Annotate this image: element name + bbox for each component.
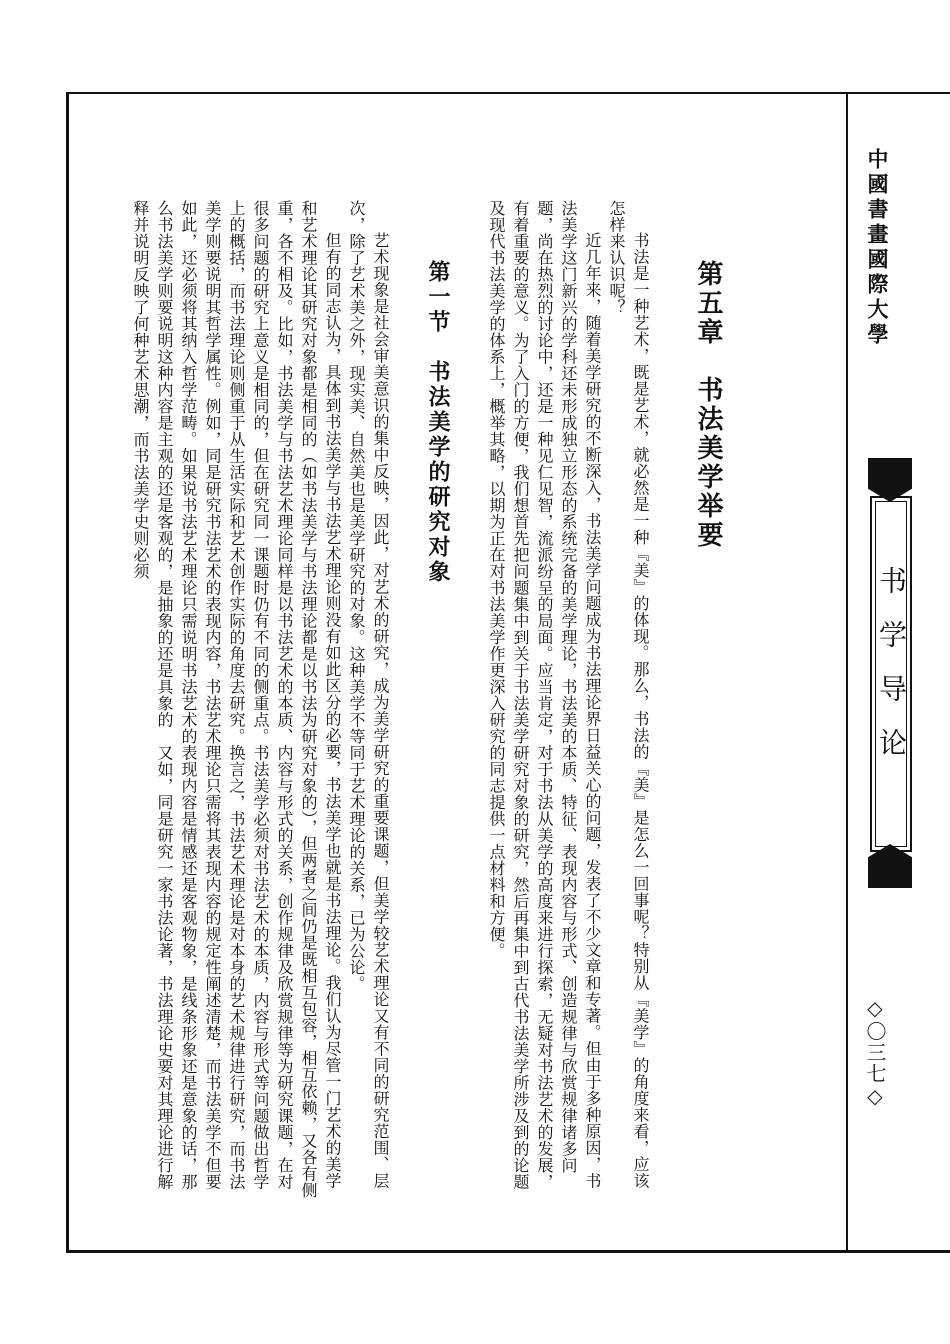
section-body — [128, 200, 392, 1200]
section-paragraph: 但有的同志认为，具体到书法美学与书法艺术理论则没有如此区分的必要，书法美学也就是书法理论。我们认为尽管一门艺术的美学和艺术理论其研究对象都是相同的（如书法美学与书法理论都是以书法为研究对象的），但两者之间仍是既相互包容，相互依赖，又各有侧重，各不相及。比如，书法美学与书法艺术理论同样是以书法艺术的本质、内容与形式的关系，创作规律及欣赏规律等为研究课题，在对很多问题的研究上意义是相同的，但在研究同一课题时仍有不同的侧重点。书法美学必须对书法艺术的本质，内容与形式等问题做出哲学上的概括，而书法理论则侧重于从生活实际和艺术创作实际的角度去研究。换言之，书法艺术理论是对本身的艺术规律进行研究，而书法美学则要说明其哲学属性。例如，同是研究书法艺术的表现内容，书法艺术理论只需将其表现内容的规定性阐述清楚，而书法美学不但要如此，还必须将其纳入哲学范畴。如果说书法艺术理论只需说明书法艺术的表现内容是情感还是客观物象，是线条形象还是意象的话，那么书法美学则要说明这种内容是主观的还是客观的，是抽象的还是具象的 又如，同是研究一家书法论著，书法理论史要对其理论进行解释并说明反映了何种艺术思潮，而书法美学史则必须 — [131, 200, 342, 1199]
tab-panel — [870, 496, 912, 852]
main-text-column-block — [120, 200, 723, 1200]
chapter-intro — [484, 200, 652, 1200]
intro-paragraph: 书法是一种艺术，既是艺术，就必然是一种『美』的体现。那么，书法的『美』是怎么一回事呢？特别从『美学』的角度来看，应该怎样来认识呢？ — [607, 200, 650, 1189]
chapter-title: 第五章 书法美学举要 — [693, 260, 723, 550]
book-title-tab — [866, 458, 914, 888]
section-title: 第一节 书法美学的研究对象 — [425, 260, 451, 585]
intro-paragraph: 近几年来，随着美学研究的不断深入，书法美学问题成为书法理论界日益关心的问题，发表了不少文章和专著。但由于多种原因，书法美学这门新兴的学科还未形成独立形态的系统完备的美学理论，书法美的本质、特征、表现内容与形式、创造规律与欣赏规律诸多问题，尚在热烈的讨论中，还是一种见仁见智，流派纷呈的局面。应当肯定，对于书法从美学的高度来进行探索，无疑对书法艺术的发展，有着重要的意义。为了入门的方便，我们想首先把问题集中到关于书法美学研究对象的研究，然后再集中到古代书法美学所涉及到的论题及现代书法美学的体系上，概举其略，以期为正在对书法美学作更深入研究的同志提供一点材料和方便。 — [487, 200, 602, 1190]
book-title: 书学导论 — [875, 566, 908, 782]
institution-header: 中國書畫國際大學 — [865, 148, 890, 348]
page-number: ◇〇三七◇ — [863, 996, 887, 1109]
section-paragraph: 艺术现象是社会审美意识的集中反映，因此，对艺术的研究，成为美学研究的重要课题，但美学较艺术理论又有不同的研究范围、层次，除了艺术美之外，现实美、自然美也是美学研究的对象。这种美学不等同于艺术理论的关系，已为公论。 — [347, 200, 390, 1189]
margin-divider — [846, 92, 848, 1250]
